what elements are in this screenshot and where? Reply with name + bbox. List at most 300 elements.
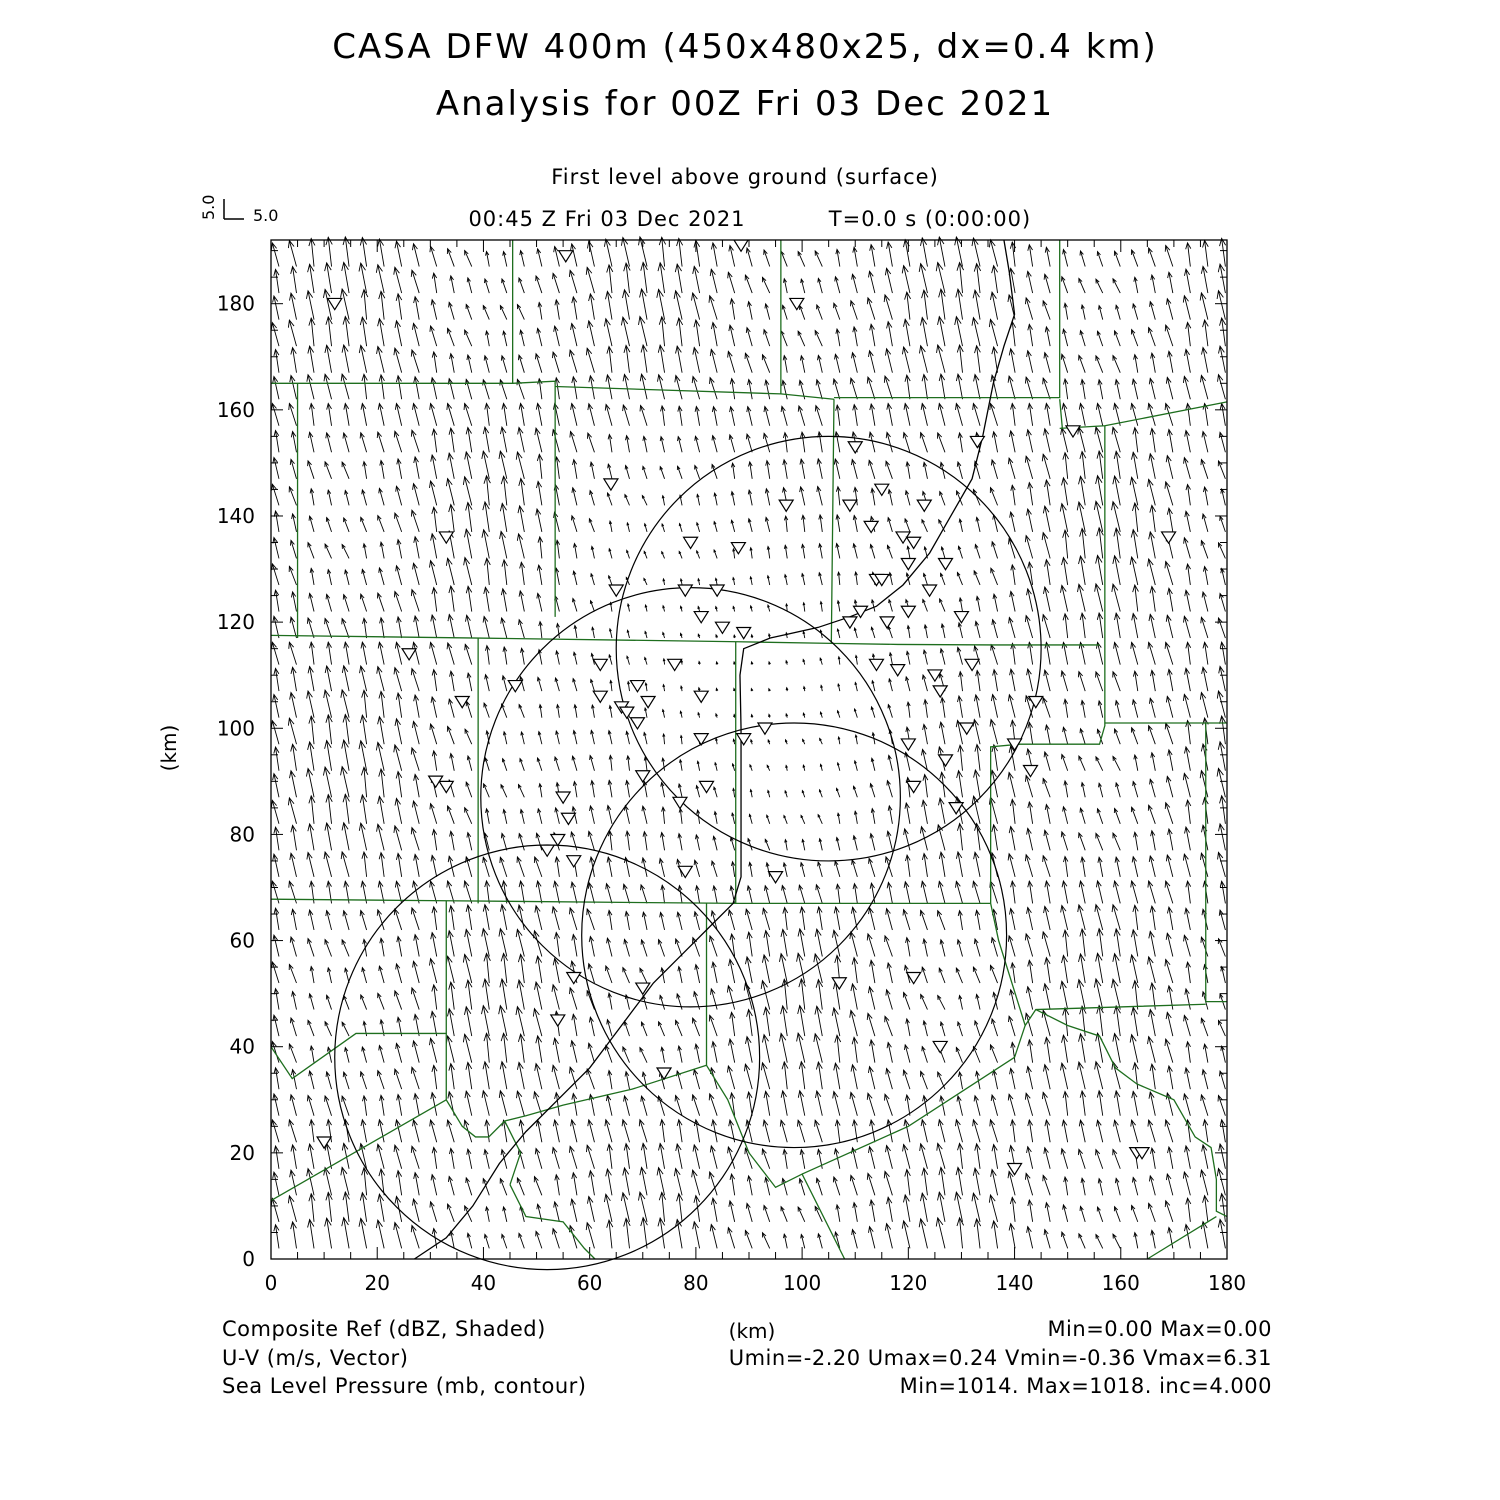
station-marker — [939, 755, 953, 766]
wind-vector — [570, 1146, 577, 1168]
wind-vector — [640, 1120, 647, 1143]
wind-vector — [643, 345, 647, 373]
county-boundary-line — [555, 386, 834, 399]
station-marker — [880, 617, 894, 628]
wind-vector — [907, 375, 910, 399]
wind-vector — [378, 432, 384, 452]
wind-vector — [1149, 248, 1156, 267]
wind-vector — [412, 430, 419, 452]
wind-vector — [816, 406, 822, 426]
wind-vector — [623, 968, 630, 984]
wind-vector — [342, 1022, 349, 1036]
wind-vector — [973, 489, 980, 505]
wind-vector — [289, 487, 296, 506]
wind-vector — [940, 599, 945, 612]
wind-vector — [1115, 729, 1121, 744]
wind-vector — [1099, 929, 1103, 957]
station-marker — [694, 612, 708, 623]
wind-vector — [325, 940, 331, 957]
wind-vector — [938, 996, 945, 1010]
wind-vector — [710, 936, 717, 957]
wind-vector — [1222, 796, 1226, 824]
station-marker — [402, 649, 416, 660]
station-marker — [673, 797, 687, 808]
wind-vector — [485, 979, 489, 1010]
wind-vector — [940, 492, 945, 506]
wind-vector — [818, 980, 822, 1010]
y-tick-label: 160 — [216, 397, 255, 422]
wind-vector — [289, 964, 296, 983]
wind-vector — [939, 968, 945, 983]
wind-vector — [395, 1069, 402, 1089]
wind-vector — [466, 782, 472, 797]
wind-vector — [659, 940, 665, 957]
wind-vector — [518, 785, 524, 798]
wind-vector — [798, 252, 805, 267]
wind-vector — [1096, 356, 1103, 373]
wind-vector — [1079, 1234, 1085, 1249]
x-tick-label: 0 — [264, 1271, 278, 1295]
wind-vector — [766, 1007, 770, 1036]
wind-vector — [1113, 756, 1120, 770]
wind-vector — [1115, 1207, 1121, 1222]
wind-vector — [990, 403, 997, 425]
wind-vector — [1166, 482, 1173, 506]
station-marker — [737, 627, 751, 638]
wind-vector — [939, 520, 945, 532]
wind-vector — [465, 881, 472, 903]
wind-vector — [344, 518, 349, 532]
station-marker — [869, 659, 883, 670]
wind-vector — [924, 290, 928, 319]
wind-vector — [710, 296, 717, 320]
wind-vector — [957, 572, 962, 584]
y-tick-label: 20 — [229, 1140, 255, 1165]
station-marker — [779, 500, 793, 511]
wind-vector — [1132, 1205, 1138, 1221]
wind-vector — [1201, 937, 1207, 956]
wind-vector — [1166, 881, 1173, 903]
wind-vector — [500, 306, 506, 320]
wind-vector — [854, 958, 857, 983]
wind-vector — [938, 911, 945, 930]
wind-vector — [991, 645, 997, 665]
wind-vector — [451, 586, 454, 611]
wind-vector — [536, 1231, 542, 1248]
wind-vector — [1043, 856, 1050, 877]
wind-vector — [272, 1042, 279, 1063]
station-marker — [694, 734, 708, 745]
station-marker — [901, 558, 915, 569]
wind-vector — [904, 992, 910, 1009]
footer-row1-right: Min=0.00 Max=0.00 — [1047, 1317, 1272, 1341]
wind-vector — [556, 932, 559, 956]
station-marker — [636, 983, 650, 994]
wind-vector — [659, 1022, 665, 1036]
wind-vector — [289, 403, 296, 425]
wind-vector — [342, 1096, 349, 1116]
wind-vector — [921, 433, 928, 453]
wind-vector — [640, 968, 647, 983]
wind-vector — [990, 488, 997, 506]
x-tick-label: 180 — [1207, 1271, 1247, 1295]
wind-vector — [501, 785, 507, 798]
station-marker — [864, 521, 878, 532]
chart-title: CASA DFW 400m (450x480x25, dx=0.4 km) — [332, 27, 1158, 67]
station-marker — [737, 734, 751, 745]
station-marker — [630, 681, 644, 692]
wind-vector — [378, 516, 384, 532]
wind-vector — [815, 251, 822, 267]
wind-vector — [1079, 1149, 1085, 1168]
wind-vector — [1079, 833, 1085, 850]
wind-vector — [1096, 1234, 1103, 1248]
wind-vector — [345, 794, 349, 824]
wind-vector — [451, 505, 454, 532]
wind-vector — [1166, 561, 1173, 585]
wind-vector — [289, 566, 296, 585]
wind-vector — [587, 909, 594, 930]
wind-vector — [485, 502, 489, 532]
station-marker — [593, 691, 607, 702]
vector-scale-key — [199, 195, 278, 225]
wind-vector — [378, 993, 384, 1009]
level-label: First level above ground (surface) — [551, 165, 939, 189]
station-marker — [854, 606, 868, 617]
station-marker — [668, 659, 682, 670]
wind-vector — [451, 982, 454, 1009]
wind-vector — [361, 517, 367, 532]
station-marker — [715, 622, 729, 633]
station-marker — [907, 537, 921, 548]
wind-vector — [606, 1045, 612, 1062]
wind-vector — [1222, 238, 1226, 266]
county-boundary-line — [271, 901, 446, 1079]
wind-vector — [781, 1207, 787, 1222]
x-tick-label: 100 — [783, 1271, 822, 1295]
county-boundary-line — [1060, 399, 1063, 428]
wind-vector — [465, 403, 472, 425]
wind-vector — [381, 853, 384, 877]
wind-vector — [1218, 618, 1225, 638]
wind-vector — [1201, 617, 1207, 638]
wind-vector — [484, 784, 490, 797]
wind-vector — [1113, 833, 1120, 850]
station-marker — [923, 585, 937, 596]
wind-vector — [1149, 726, 1156, 745]
wind-vector — [289, 1120, 296, 1142]
wind-vector — [1218, 461, 1225, 479]
x-tick-label: 140 — [995, 1271, 1034, 1295]
wind-vector — [1166, 959, 1173, 983]
wind-vector — [623, 1047, 630, 1063]
footer-row2-left: U-V (m/s, Vector) — [222, 1346, 409, 1370]
wind-vector — [412, 510, 419, 532]
wind-vector — [732, 1012, 735, 1036]
wind-vector — [1115, 331, 1121, 346]
radar-range-rings — [335, 436, 1041, 1269]
wind-vector — [517, 305, 524, 320]
wind-vector — [640, 1048, 647, 1063]
wind-vector — [395, 909, 402, 930]
wind-vector — [465, 250, 472, 266]
wind-vector — [868, 1093, 875, 1115]
wind-vector — [1096, 672, 1103, 691]
wind-vector — [1166, 403, 1173, 425]
wind-vector — [1166, 642, 1173, 664]
wind-vector — [868, 1013, 875, 1036]
station-marker — [875, 484, 889, 495]
wind-vector — [342, 619, 349, 638]
wind-vector — [325, 618, 331, 638]
county-boundary-line — [513, 381, 555, 617]
wind-vector — [1113, 1149, 1120, 1168]
wind-vector — [1132, 728, 1138, 744]
y-tick-label: 120 — [216, 610, 255, 635]
wind-vector — [325, 462, 331, 479]
wind-vector — [483, 306, 489, 320]
wind-vector — [1166, 325, 1173, 346]
wind-vector — [1079, 672, 1085, 692]
wind-vector — [606, 966, 612, 983]
wind-vector — [589, 519, 594, 532]
wind-vector — [1096, 279, 1103, 293]
wind-vector — [361, 1072, 367, 1089]
y-tick-label: 80 — [229, 822, 255, 847]
station-marker — [593, 659, 607, 670]
station-marker — [1029, 696, 1043, 707]
y-tick-label: 100 — [216, 716, 255, 741]
footer-row3-right: Min=1014. Max=1018. inc=4.000 — [899, 1374, 1272, 1398]
wind-vector — [1079, 355, 1085, 372]
wind-vector — [693, 1018, 700, 1036]
station-marker — [684, 537, 698, 548]
station-marker — [954, 612, 968, 623]
wind-vector — [924, 1168, 928, 1195]
wind-vector — [885, 936, 892, 957]
model-time-label: T=0.0 s (0:00:00) — [828, 207, 1032, 231]
wind-vector — [308, 461, 314, 479]
station-marker — [567, 856, 581, 867]
wind-vector — [521, 479, 525, 506]
wind-vector — [676, 939, 682, 957]
wind-vector — [817, 305, 823, 320]
wind-vector — [345, 317, 349, 347]
station-marker — [917, 500, 931, 511]
wind-vector — [801, 1062, 804, 1090]
wind-vector — [868, 1173, 875, 1195]
wind-vector — [798, 1207, 805, 1222]
station-marker — [933, 686, 947, 697]
wind-vector — [1062, 754, 1068, 770]
wind-vector — [1201, 1018, 1207, 1036]
wind-vector — [1043, 378, 1050, 399]
wind-vector — [1218, 939, 1225, 957]
wind-vector — [1166, 246, 1173, 267]
chart-subtitle: Analysis for 00Z Fri 03 Dec 2021 — [435, 84, 1055, 124]
wind-vector — [938, 433, 945, 452]
wind-vector — [1201, 541, 1207, 559]
wind-vector — [660, 263, 664, 293]
wind-vector — [448, 249, 455, 267]
wind-vector — [626, 345, 629, 372]
wind-vector — [289, 642, 296, 664]
wind-vector — [519, 1233, 524, 1248]
footer-row1-left: Composite Ref (dBZ, Shaded) — [222, 1317, 546, 1341]
wind-vector — [693, 1095, 700, 1116]
wind-vector — [519, 705, 524, 718]
wind-vector — [272, 564, 279, 585]
wind-vector — [1166, 1039, 1173, 1063]
wind-vector — [973, 967, 980, 983]
wind-vector — [642, 496, 647, 506]
wind-vector — [1113, 427, 1120, 452]
wind-vector — [815, 331, 822, 347]
station-marker — [758, 723, 772, 734]
wind-vector — [1218, 1096, 1225, 1116]
wind-vector — [764, 250, 770, 267]
y-tick-label: 60 — [229, 928, 255, 953]
x-tick-label: 80 — [683, 1271, 709, 1295]
wind-vector — [500, 1179, 506, 1196]
station-marker — [551, 834, 565, 845]
wind-vector — [1166, 803, 1173, 824]
wind-vector — [412, 828, 419, 851]
wind-vector — [745, 1230, 752, 1248]
station-marker — [832, 978, 846, 989]
station-marker — [561, 813, 575, 824]
wind-vector — [990, 1120, 997, 1142]
wind-vector — [517, 857, 524, 877]
wind-vector — [974, 571, 980, 585]
wind-vector — [641, 406, 647, 426]
wind-vector — [412, 908, 419, 930]
footer-row3-left: Sea Level Pressure (mb, contour) — [222, 1374, 587, 1398]
wind-vector — [1043, 1092, 1050, 1115]
wind-vector — [1096, 833, 1103, 850]
wind-vector — [412, 988, 419, 1010]
wind-vector — [764, 1205, 770, 1221]
wind-vector — [587, 348, 594, 372]
wind-vector — [342, 462, 349, 479]
wind-vector — [990, 965, 997, 983]
wind-vector — [1166, 1120, 1173, 1142]
wind-vector — [325, 1096, 331, 1116]
station-marker — [960, 723, 974, 734]
wind-vector — [956, 1047, 962, 1062]
wind-vector — [344, 996, 349, 1010]
wind-vectors — [271, 237, 1225, 1248]
station-marker — [556, 792, 570, 803]
footer-row2-right: Umin=-2.20 Umax=0.24 Vmin=-0.36 Vmax=6.31 — [728, 1346, 1272, 1370]
station-marker — [551, 1015, 565, 1026]
wind-vector — [1222, 318, 1226, 346]
wind-vector — [395, 991, 402, 1010]
wind-vector — [941, 289, 945, 320]
wind-vector — [643, 262, 647, 293]
wind-vector — [868, 934, 875, 957]
wind-vector — [973, 1047, 980, 1063]
y-tick-label: 40 — [229, 1034, 255, 1059]
wind-vector — [465, 330, 472, 346]
wind-vector — [885, 376, 892, 399]
wind-vector — [815, 1120, 822, 1142]
wind-vector — [921, 994, 928, 1009]
station-marker — [710, 585, 724, 596]
x-tick-label: 120 — [889, 1271, 928, 1295]
wind-vector — [1218, 1020, 1225, 1036]
wind-vector — [643, 1218, 647, 1249]
wind-vector — [1043, 1175, 1050, 1195]
station-marker — [604, 479, 618, 490]
wind-vector — [642, 1022, 648, 1036]
wind-vector — [535, 857, 542, 877]
wind-vector — [570, 350, 577, 373]
wind-vector — [1218, 543, 1225, 559]
wind-vector — [500, 857, 506, 877]
station-marker — [700, 781, 714, 792]
station-marker — [1023, 765, 1037, 776]
wind-vector — [1096, 757, 1103, 771]
station-marker — [901, 606, 915, 617]
wind-vector — [1113, 672, 1120, 691]
wind-vector — [762, 277, 769, 293]
county-boundary-line — [271, 240, 513, 383]
vector-scale-label-vertical: 5.0 — [199, 194, 218, 220]
wind-vector — [710, 378, 717, 400]
wind-vector — [885, 1171, 892, 1195]
wind-vector — [1096, 1150, 1103, 1169]
station-marker — [630, 718, 644, 729]
wind-vector — [1062, 277, 1068, 293]
wind-vector — [570, 988, 577, 1010]
station-marker — [965, 659, 979, 670]
county-boundary-line — [707, 903, 845, 1259]
wind-vector — [1043, 698, 1050, 718]
wind-vector — [361, 995, 367, 1010]
wind-vector — [1113, 1234, 1120, 1248]
wind-vector — [1115, 251, 1121, 266]
wind-vector — [1099, 451, 1103, 479]
wind-vector — [1205, 240, 1208, 266]
wind-vector — [956, 968, 962, 983]
wind-vector — [1201, 459, 1207, 478]
wind-vector — [921, 1071, 928, 1089]
county-boundary-line — [510, 1185, 595, 1259]
wind-vector — [345, 237, 349, 267]
wind-vector — [325, 1022, 331, 1036]
wind-vector — [412, 1146, 419, 1169]
wind-vector — [1132, 330, 1138, 347]
wind-vector — [745, 353, 752, 372]
station-marker — [891, 665, 905, 676]
wind-vector — [886, 461, 892, 479]
wind-vector — [521, 1034, 525, 1063]
station-marker — [843, 500, 857, 511]
wind-vector — [749, 1010, 753, 1037]
wind-vector — [289, 881, 296, 903]
station-marker — [636, 771, 650, 782]
county-boundary-line — [446, 1033, 706, 1136]
wind-vector — [1149, 805, 1156, 824]
wind-vector — [412, 748, 419, 771]
x-tick-label: 160 — [1101, 1271, 1140, 1295]
wind-vector — [1062, 1232, 1068, 1248]
wind-vector — [1222, 716, 1226, 744]
station-marker — [734, 240, 748, 251]
wind-vector — [1205, 1196, 1208, 1222]
wind-vector — [1116, 1006, 1120, 1036]
